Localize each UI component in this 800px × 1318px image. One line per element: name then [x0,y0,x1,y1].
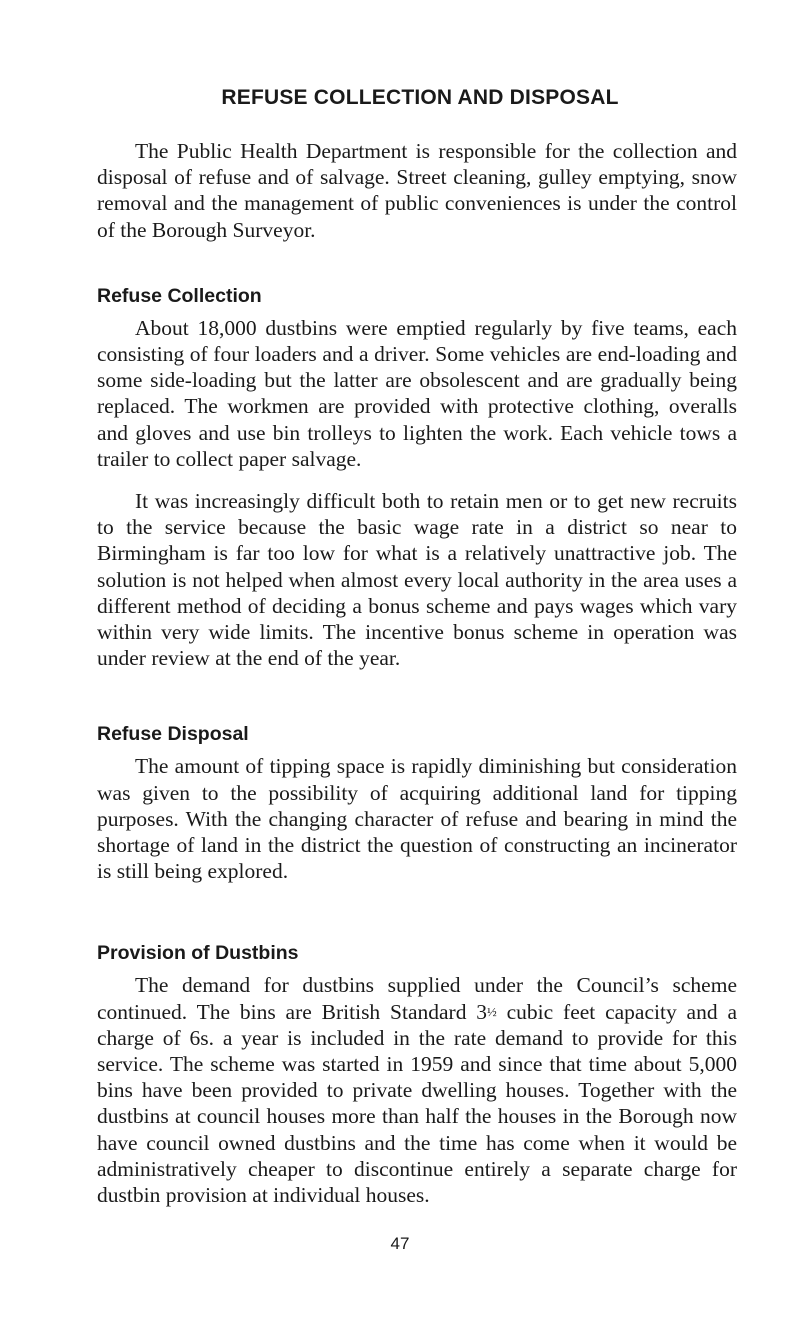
section-heading-refuse-disposal: Refuse Disposal [97,723,249,746]
provision-of-dustbins-paragraph [97,972,737,1208]
dustbins-text-part-2: cubic feet capacity and a charge of 6s. a year is included in the rate demand to provide for this service. The scheme was started in 1959 and since that time about 5,000 bins have been provided to private dwelling houses. Together with the dustbins at council houses more than half the houses in the Borough now have council owned dustbins and the time has come when it would be administratively cheaper to discontinue entirely a separate charge for dustbin provision at individual houses. [97,999,737,1208]
section-heading-provision-of-dustbins: Provision of Dustbins [97,942,299,965]
spacer [97,884,737,942]
refuse-disposal-paragraph: The amount of tipping space is rapidly diminishing but consideration was given to the possibility of acquiring additional land for tipping purposes. With the changing character of refuse and bearing in mind the shortage of land in the district the question of constructing an incinerator is still being explored. [97,754,737,884]
dustbins-text-part-1: The demand for dustbins supplied under the Council’s scheme continued. The bins are British Standard 3 [97,973,737,1024]
refuse-collection-paragraph-2: It was increasingly difficult both to retain men or to get new recruits to the service because the basic wage rate in a district so near to Birmingham is far too low for what is a relatively unattractive job. The solution is not helped when almost every local authority in the area uses a different method of deciding a bonus scheme and pays wages which vary within very wide limits. The incentive bonus scheme in operation was under review at the end of the year. [97,489,737,671]
page-title: REFUSE COLLECTION AND DISPOSAL [221,86,619,109]
spacer [97,472,737,488]
spacer [97,671,737,723]
refuse-collection-paragraph-1: About 18,000 dustbins were emptied regularly by five teams, each consisting of four loaders and a driver. Some vehicles are end-loading and some side-loading but the latter are obsolescent and are gradually being replaced. The workmen are provided with protective clothing, overalls and gloves and use bin trolleys to lighten the work. Each vehicle tows a trailer to collect paper salvage. [97,315,737,471]
spacer [97,243,737,285]
page-number: 47 [390,1234,410,1253]
intro-paragraph: The Public Health Department is responsible for the collection and disposal of refuse and of salvage. Street cleaning, gulley emptying, snow removal and the management of public conveniences is under the control of the Borough Surveyor. [97,139,737,242]
document-page [97,80,737,1208]
section-heading-refuse-collection: Refuse Collection [97,284,262,307]
fraction-half: ½ [487,1003,497,1019]
